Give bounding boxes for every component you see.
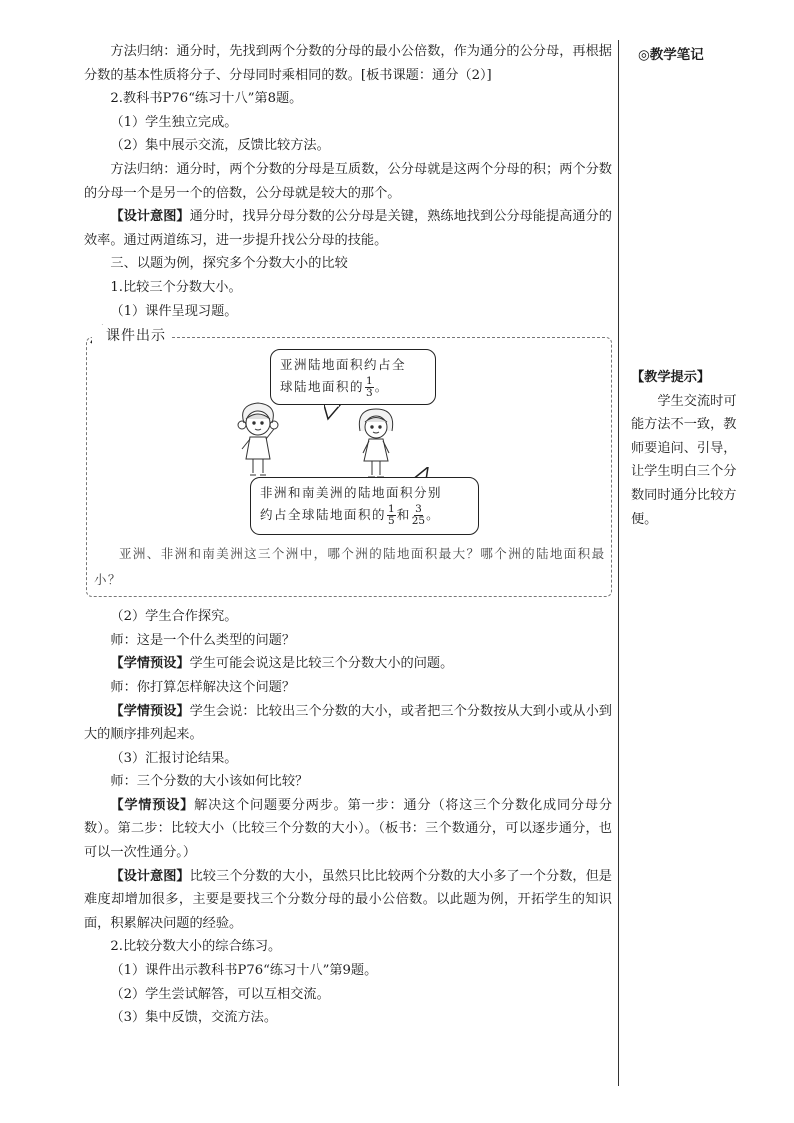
- compare-three-heading: 1.比较三个分数大小。: [110, 279, 242, 295]
- design-intent-label: 【设计意图】: [110, 209, 190, 225]
- notes-divider: [618, 40, 619, 1086]
- student-prediction-2: 【学情预设】学生会说：比较出三个分数的大小，或者把三个分数按从大到小或从小到大的顺序排列起来。: [84, 703, 612, 743]
- girl-left-illustration: [228, 401, 288, 481]
- section-3-heading: 三、以题为例，探究多个分数大小的比较: [110, 256, 348, 272]
- student-prediction-1: 【学情预设】学生可能会说这是比较三个分数大小的问题。: [110, 656, 454, 672]
- step-cooperate: （2）学生合作探究。: [110, 609, 238, 625]
- step-show-exercise-9: （1）课件出示教科书P76“练习十八”第9题。: [110, 963, 378, 979]
- teacher-question-2: 师：你打算怎样解决这个问题？: [110, 679, 296, 695]
- method-summary-1: 方法归纳：通分时，先找到两个分数的分母的最小公倍数，作为通分的公分母，再根据分数的基本性质将分子、分母同时乘相同的数。[板书课题：通分（2）]: [84, 44, 612, 83]
- fraction-one-fifth: $\frac{1}{5}$: [388, 503, 395, 528]
- teacher-question-1: 师：这是一个什么类型的问题？: [110, 632, 296, 648]
- bubble-tail-icon: [324, 405, 344, 421]
- comprehensive-practice-heading: 2.比较分数大小的综合练习。: [110, 939, 282, 955]
- courseware-box: [86, 329, 612, 597]
- step-present: （1）课件呈现习题。: [110, 303, 238, 319]
- step-report: （3）汇报讨论结果。: [110, 750, 238, 766]
- teacher-question-3: 师：三个分数的大小该如何比较？: [110, 774, 309, 790]
- fraction-three-twentyfifths: $\frac{3}{25}$: [411, 503, 426, 528]
- fraction-one-third: $\frac{1}{3}$: [366, 375, 373, 400]
- speech-bubble-asia: 亚洲陆地面积约占全 球陆地面积的 $\frac{1}{3}$ 。: [270, 349, 436, 405]
- speech-bubble-africa: 非洲和南美洲的陆地面积分别 约占全球陆地面积的 $\frac{1}{5}$ 和 $\frac{3}{25}$ 。: [250, 477, 479, 535]
- courseware-question: 亚洲、非洲和南美洲这三个洲中，哪个洲的陆地面积最大？哪个洲的陆地面积最小？: [94, 546, 606, 588]
- lesson-body: [84, 40, 612, 1030]
- teaching-tip-label: 【教学提示】: [631, 370, 711, 385]
- girl-right-illustration: [346, 405, 406, 485]
- step-independent: （1）学生独立完成。: [110, 114, 238, 130]
- step-share: （2）集中展示交流，反馈比较方法。: [110, 138, 330, 154]
- step-feedback: （3）集中反馈，交流方法。: [110, 1010, 278, 1026]
- step-try-solve: （2）学生尝试解答，可以互相交流。: [110, 986, 330, 1002]
- teaching-tip: [631, 366, 741, 531]
- teaching-tip-text: 学生交流时可能方法不一致，教师要追问、引导，让学生明白三个分数同时通分比较方便。: [631, 393, 737, 527]
- student-prediction-3: 【学情预设】解决这个问题要分两步。第一步：通分（将这三个分数化成同分母分数）。第二步：比较大小（比较三个分数的大小）。（板书：三个数通分，可以逐步通分，也可以一次性通分。）: [84, 797, 613, 861]
- method-summary-2: 方法归纳：通分时，两个分数的分母是互质数，公分母就是这两个分母的积；两个分数的分母一个是另一个的倍数，公分母就是较大的那个。: [84, 161, 612, 201]
- courseware-label: 课件出示: [92, 325, 172, 349]
- design-intent-1: 【设计意图】通分时，找异分母分数的公分母是关键，熟练地找到公分母能提高通分的效率。通过两道练习，进一步提升找公分母的技能。: [84, 209, 612, 248]
- exercise-8-heading: 2.教科书P76“练习十八”第8题。: [110, 91, 303, 107]
- teaching-notes-title: ◎教学笔记: [638, 47, 704, 63]
- design-intent-2: 【设计意图】比较三个分数的大小，虽然只比比较两个分数的大小多了一个分数，但是难度却增加很多，主要是要找三个分数分母的最小公倍数。以此题为例，开拓学生的知识面，积累解决问题的经验。: [84, 868, 612, 931]
